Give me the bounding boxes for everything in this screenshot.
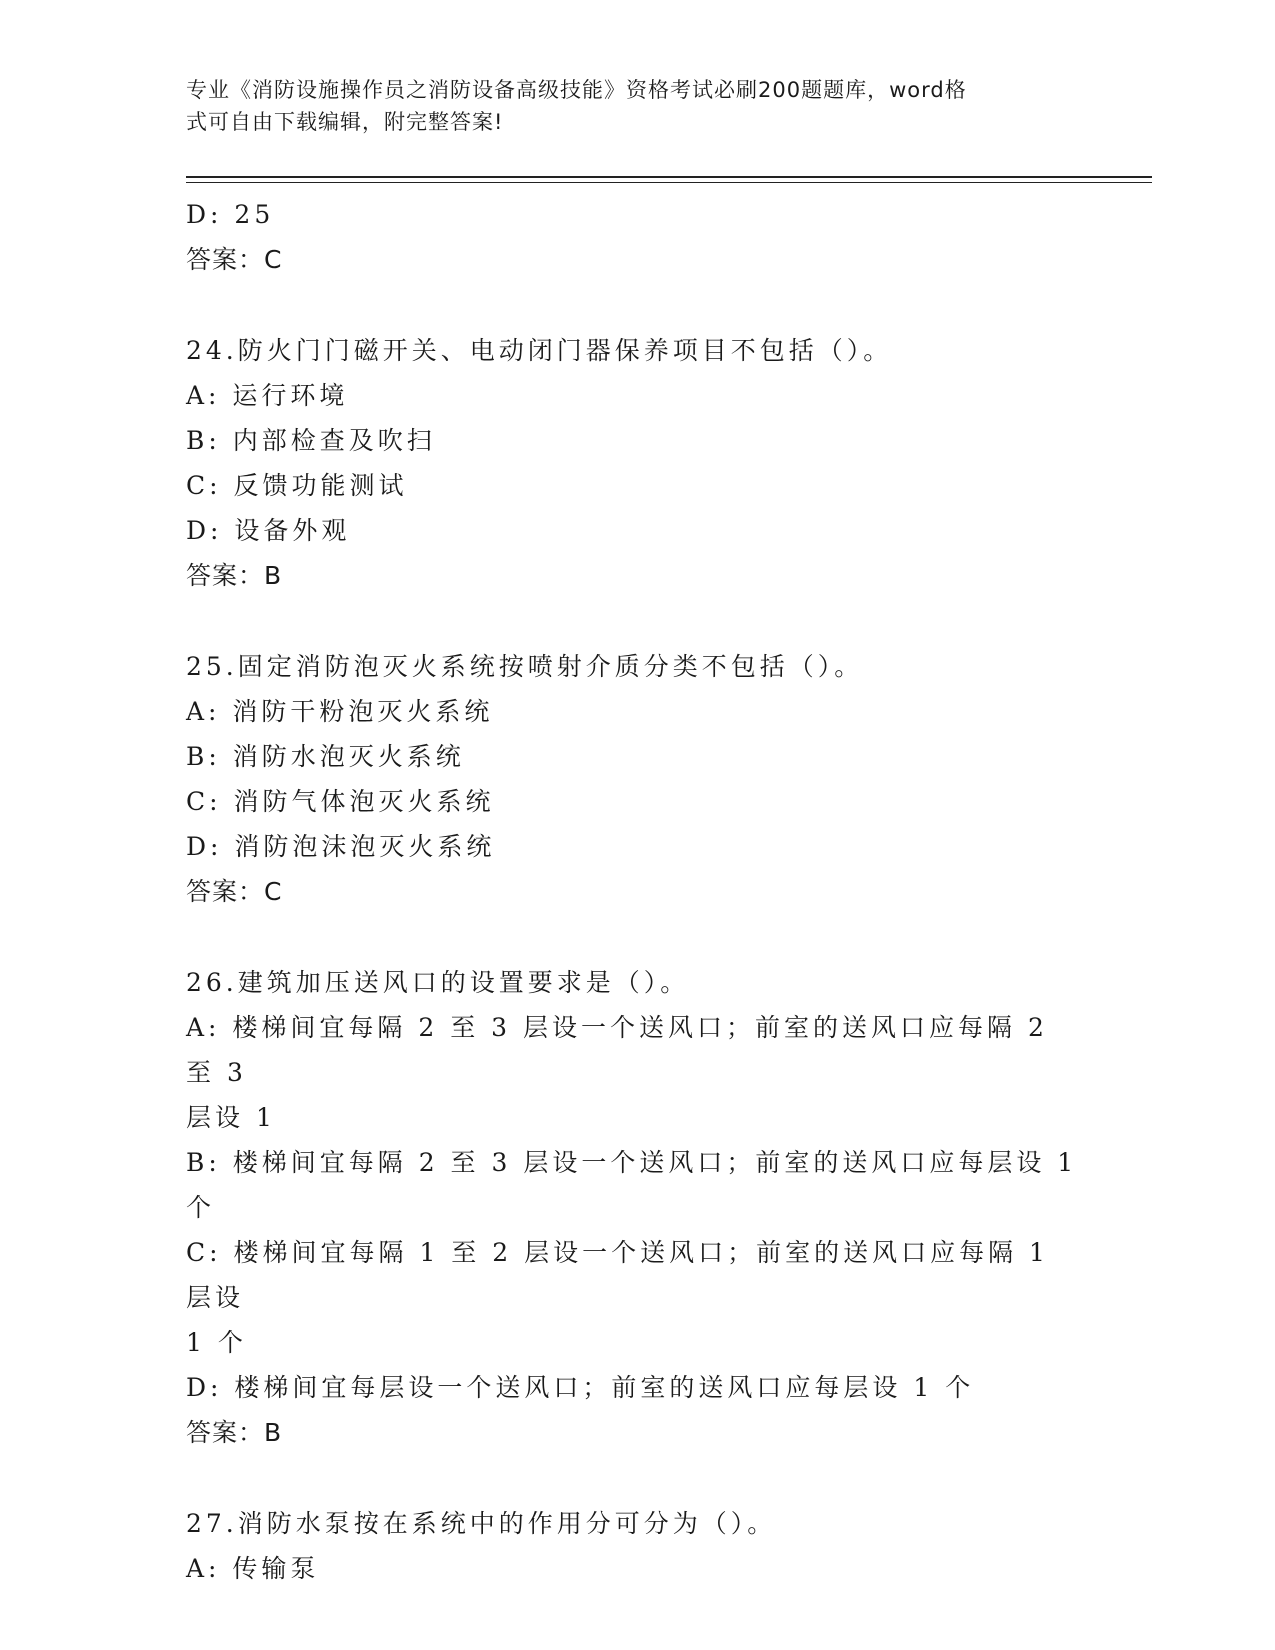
- option-a: A: 楼梯间宜每隔 2 至 3 层设一个送风口；前室的送风口应每隔 2 至 3: [186, 1013, 1048, 1087]
- answer-line: 答案：B: [186, 1418, 283, 1447]
- option-b: B: 消防水泡灭火系统: [186, 742, 465, 771]
- option-a: A: 消防干粉泡灭火系统: [186, 697, 494, 726]
- question-block-24: [186, 328, 1086, 598]
- option-c-continued: 1 个: [186, 1328, 247, 1357]
- spacer: [186, 282, 1086, 328]
- question-block-26: [186, 960, 1086, 1455]
- question-list: [186, 192, 1086, 1591]
- document-header: [186, 74, 1066, 138]
- question-stem: 24.防火门门磁开关、电动闭门器保养项目不包括（）。: [186, 336, 893, 365]
- spacer: [186, 1455, 1086, 1501]
- header-divider-thin: [186, 182, 1152, 183]
- option-b: B: 内部检查及吹扫: [186, 426, 436, 455]
- question-stem: 26.建筑加压送风口的设置要求是（）。: [186, 968, 690, 997]
- spacer: [186, 598, 1086, 644]
- option-d: D: 设备外观: [186, 516, 351, 545]
- option-a-continued: 层设 1: [186, 1103, 276, 1132]
- question-stem: 25.固定消防泡灭火系统按喷射介质分类不包括（）。: [186, 652, 864, 681]
- option-c: C: 楼梯间宜每隔 1 至 2 层设一个送风口；前室的送风口应每隔 1 层设: [186, 1238, 1049, 1312]
- spacer: [186, 914, 1086, 960]
- header-divider-thick: [186, 176, 1152, 178]
- option-a: A: 传输泵: [186, 1554, 320, 1583]
- option-a: A: 运行环境: [186, 381, 349, 410]
- option-c: C: 反馈功能测试: [186, 471, 408, 500]
- option-d: D: 楼梯间宜每层设一个送风口；前室的送风口应每层设 1 个: [186, 1373, 975, 1402]
- answer-line: 答案：C: [186, 877, 283, 906]
- question-block-27: [186, 1501, 1086, 1591]
- header-line-2: 式可自由下载编辑，附完整答案!: [186, 110, 504, 134]
- option-d: D: 25: [186, 200, 275, 229]
- header-line-1: 专业《消防设施操作员之消防设备高级技能》资格考试必刷200题题库，word格: [186, 78, 967, 102]
- question-block-25: [186, 644, 1086, 914]
- answer-line: 答案：C: [186, 245, 283, 274]
- option-d: D: 消防泡沫泡灭火系统: [186, 832, 496, 861]
- question-block-23: [186, 192, 1086, 282]
- answer-line: 答案：B: [186, 561, 283, 590]
- question-stem: 27.消防水泵按在系统中的作用分可分为（）。: [186, 1509, 777, 1538]
- option-b: B: 楼梯间宜每隔 2 至 3 层设一个送风口；前室的送风口应每层设 1 个: [186, 1148, 1078, 1222]
- option-c: C: 消防气体泡灭火系统: [186, 787, 495, 816]
